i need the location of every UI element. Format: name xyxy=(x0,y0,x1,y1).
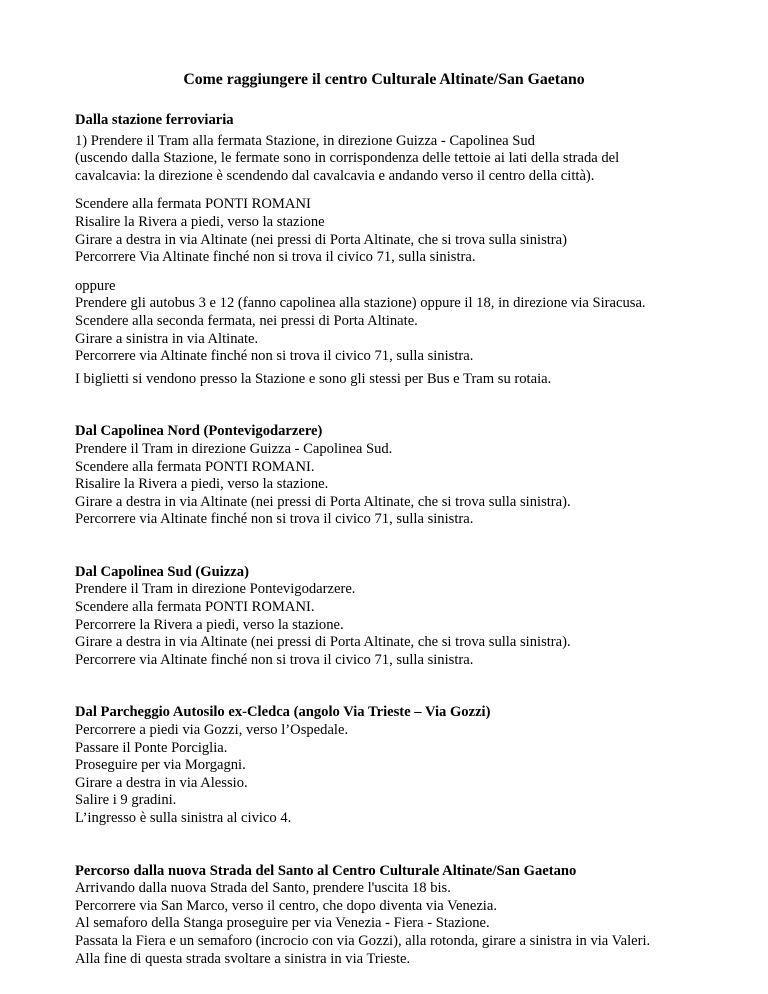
text-line: Percorrere via Altinate finché non si trova il civico 71, sulla sinistra. xyxy=(75,348,474,365)
paragraph xyxy=(75,133,735,186)
text-line: Scendere alla fermata PONTI ROMANI. xyxy=(75,599,315,616)
text-line: (uscendo dalla Stazione, le fermate sono in corrispondenza delle tettoie ai lati della strada del xyxy=(75,150,620,167)
section-stazione xyxy=(75,112,735,388)
section-parcheggio xyxy=(75,704,735,827)
section-capolinea-sud xyxy=(75,564,735,670)
text-line: Passare il Ponte Porciglia. xyxy=(75,739,228,756)
text-line: Risalire la Rivera a piedi, verso la stazione xyxy=(75,213,325,230)
text-line: cavalcavia: la direzione è scendendo dal cavalcavia e andando verso il centro della città). xyxy=(75,167,595,184)
text-line: Arrivando dalla nuova Strada del Santo, prendere l'uscita 18 bis. xyxy=(75,880,451,897)
text-line: Prendere il Tram in direzione Pontevigodarzere. xyxy=(75,581,356,598)
text-line: Girare a destra in via Altinate (nei pressi di Porta Altinate, che si trova sulla sinistra). xyxy=(75,493,571,510)
text-line: L’ingresso è sulla sinistra al civico 4. xyxy=(75,810,292,826)
paragraph xyxy=(75,371,735,389)
text-line: Percorrere via Altinate finché non si trova il civico 71, sulla sinistra. xyxy=(75,511,474,528)
section-heading: Dal Parcheggio Autosilo ex-Cledca (angolo Via Trieste – Via Gozzi) xyxy=(75,704,491,721)
paragraph xyxy=(75,278,735,366)
section-heading: Dal Capolinea Nord (Pontevigodarzere) xyxy=(75,423,323,440)
text-line: Percorrere a piedi via Gozzi, verso l’Ospedale. xyxy=(75,722,349,739)
text-line: Risalire la Rivera a piedi, verso la stazione. xyxy=(75,476,329,493)
text-line: Girare a destra in via Altinate (nei pressi di Porta Altinate, che si trova sulla sinistra). xyxy=(75,634,571,651)
text-line: Prendere gli autobus 3 e 12 (fanno capolinea alla stazione) oppure il 18, in direzione via Siracusa. xyxy=(75,295,646,312)
text-line: Passata la Fiera e un semaforo (incrocio con via Gozzi), alla rotonda, girare a sinistra in via Valeri. xyxy=(75,932,651,949)
text-line: Scendere alla fermata PONTI ROMANI xyxy=(75,196,311,213)
paragraph xyxy=(75,196,735,266)
section-heading: Dal Capolinea Sud (Guizza) xyxy=(75,563,249,580)
text-line: Percorrere via San Marco, verso il centro, che dopo diventa via Venezia. xyxy=(75,897,497,914)
section-heading: Dalla stazione ferroviaria xyxy=(75,112,234,128)
text-line: oppure xyxy=(75,277,116,294)
section-strada-del-santo xyxy=(75,863,735,969)
section-heading: Percorso dalla nuova Strada del Santo al Centro Culturale Altinate/San Gaetano xyxy=(75,862,577,879)
text-line: Girare a sinistra in via Altinate. xyxy=(75,330,259,347)
text-line: Salire i 9 gradini. xyxy=(75,792,177,809)
text-line: I biglietti si vendono presso la Stazione e sono gli stessi per Bus e Tram su rotaia. xyxy=(75,370,552,387)
text-line: Percorrere via Altinate finché non si trova il civico 71, sulla sinistra. xyxy=(75,651,474,668)
text-line: Scendere alla fermata PONTI ROMANI. xyxy=(75,458,315,475)
text-line: Percorrere Via Altinate finché non si trova il civico 71, sulla sinistra. xyxy=(75,249,476,266)
text-line: Al semaforo della Stanga proseguire per via Venezia - Fiera - Stazione. xyxy=(75,915,490,932)
text-line: Scendere alla seconda fermata, nei pressi di Porta Altinate. xyxy=(75,312,418,329)
text-line: Girare a destra in via Altinate (nei pressi di Porta Altinate, che si trova sulla sinistra) xyxy=(75,231,567,248)
text-line: Alla fine di questa strada svoltare a sinistra in via Trieste. xyxy=(75,950,411,967)
text-line: 1) Prendere il Tram alla fermata Stazione, in direzione Guizza - Capolinea Sud xyxy=(75,132,535,149)
text-line: Girare a destra in via Alessio. xyxy=(75,774,248,791)
text-line: Percorrere la Rivera a piedi, verso la stazione. xyxy=(75,616,344,633)
text-line: Prendere il Tram in direzione Guizza - Capolinea Sud. xyxy=(75,440,393,457)
section-capolinea-nord xyxy=(75,423,735,529)
document-page xyxy=(75,70,735,968)
document-title: Come raggiungere il centro Culturale Altinate/San Gaetano xyxy=(183,71,585,88)
text-line: Proseguire per via Morgagni. xyxy=(75,757,246,774)
